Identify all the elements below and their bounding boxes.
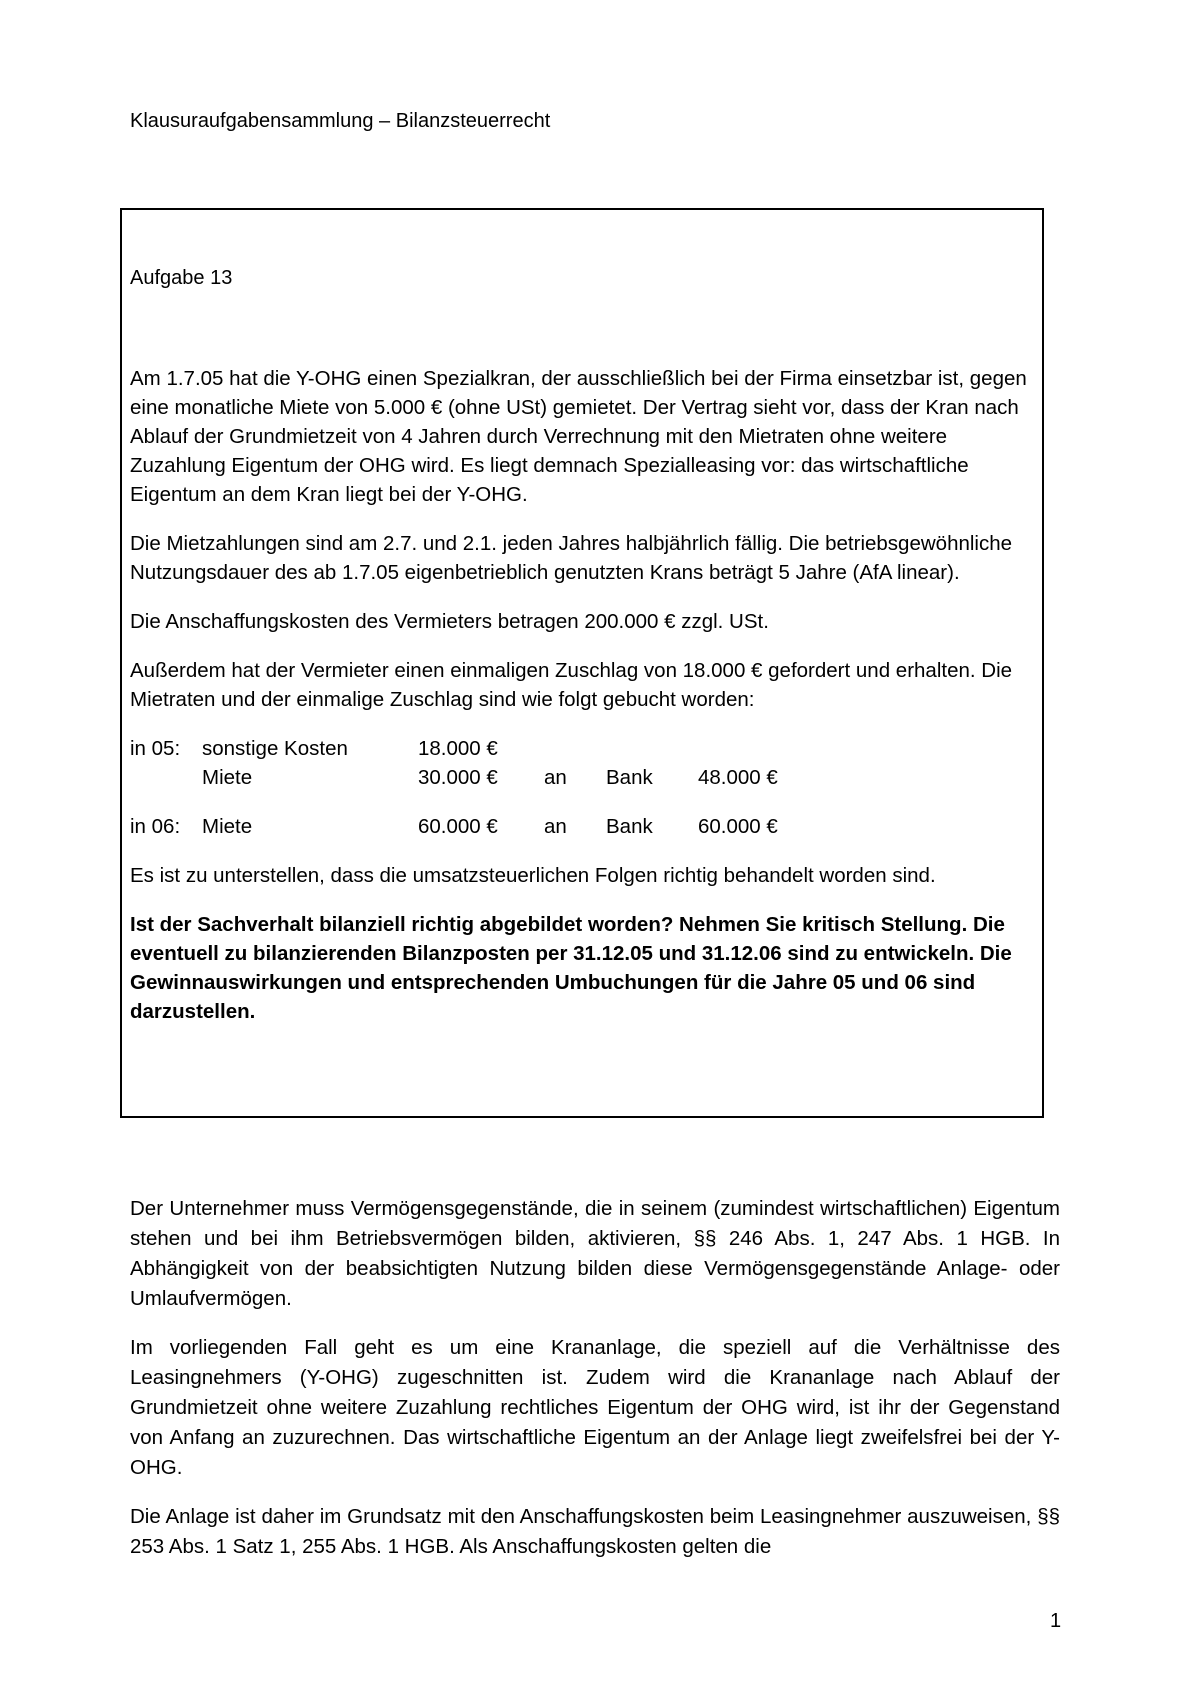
page-number: 1	[1050, 1610, 1062, 1632]
booking-credit	[606, 734, 698, 763]
task-paragraph: Außerdem hat der Vermieter einen einmaligen Zuschlag von 18.000 € gefordert und erhalten. Die Mietraten und der einmalige Zuschlag sind wie folgt gebucht worden:	[130, 659, 1013, 711]
booking-row	[130, 812, 1030, 841]
booking-account: Miete	[202, 815, 253, 838]
booking-block-06	[130, 812, 1030, 841]
booking-credit-amount: 60.000 €	[698, 815, 778, 838]
booking-an: an	[544, 815, 567, 838]
solution-text	[130, 1194, 1060, 1581]
booking-credit: Bank	[606, 815, 653, 838]
booking-account: sonstige Kosten	[202, 737, 348, 760]
booking-amount: 18.000 €	[418, 737, 498, 760]
booking-account: Miete	[202, 766, 253, 789]
solution-paragraph: Die Anlage ist daher im Grundsatz mit den Anschaffungskosten beim Leasingnehmer auszuweisen, §§ 253 Abs. 1 Satz 1, 255 Abs. 1 HGB. Als Anschaffungskosten gelten die	[130, 1505, 1060, 1558]
booking-year: in 06:	[130, 815, 181, 838]
booking-block-05	[130, 734, 1030, 792]
booking-credit-amount	[698, 734, 818, 763]
booking-row	[130, 763, 1030, 792]
task-body	[130, 364, 1030, 1046]
task-paragraph: Die Anschaffungskosten des Vermieters betragen 200.000 € zzgl. USt.	[130, 610, 769, 633]
solution-paragraph: Im vorliegenden Fall geht es um eine Krananlage, die speziell auf die Verhältnisse des Leasingnehmers (Y-OHG) zugeschnitten ist. Zudem wird die Krananlage nach Ablauf der Grundmietzeit ohne weitere Zuzahlung rechtliches Eigentum der OHG wird, ist ihr der Gegenstand von Anfang an zuzurechnen. Das wirtschaftliche Eigentum an der Anlage liegt zweifelsfrei bei der Y-OHG.	[130, 1336, 1060, 1479]
booking-year	[130, 763, 202, 792]
booking-credit: Bank	[606, 766, 653, 789]
task-paragraph: Am 1.7.05 hat die Y-OHG einen Spezialkran, der ausschließlich bei der Firma einsetzbar ist, gegen eine monatliche Miete von 5.000 € (ohne USt) gemietet. Der Vertrag sieht vor, dass der Kran nach Ablauf der Grundmietzeit von 4 Jahren durch Verrechnung mit den Mietraten ohne weitere Zuzahlung Eigentum der OHG wird. Es liegt demnach Spezialleasing vor: das wirtschaftliche Eigentum an dem Kran liegt bei der Y-OHG.	[130, 367, 1027, 506]
booking-amount: 60.000 €	[418, 815, 498, 838]
booking-year: in 05:	[130, 737, 181, 760]
page-header: Klausuraufgabensammlung – Bilanzsteuerrecht	[130, 110, 551, 132]
booking-an: an	[544, 766, 567, 789]
booking-amount: 30.000 €	[418, 766, 498, 789]
booking-credit-amount: 48.000 €	[698, 766, 778, 789]
booking-an	[544, 734, 606, 763]
task-note: Es ist zu unterstellen, dass die umsatzsteuerlichen Folgen richtig behandelt worden sind.	[130, 864, 936, 887]
task-title: Aufgabe 13	[130, 267, 233, 289]
task-box	[120, 208, 1044, 1118]
booking-row	[130, 734, 1030, 763]
solution-paragraph: Der Unternehmer muss Vermögensgegenstände, die in seinem (zumindest wirtschaftlichen) Eigentum stehen und bei ihm Betriebsvermögen bilden, aktivieren, §§ 246 Abs. 1, 247 Abs. 1 HGB. In Abhängigkeit von der beabsichtigten Nutzung bilden diese Vermögensgegenstände Anlage- oder Umlaufvermögen.	[130, 1197, 1060, 1310]
task-paragraph: Die Mietzahlungen sind am 2.7. und 2.1. jeden Jahres halbjährlich fällig. Die betriebsgewöhnliche Nutzungsdauer des ab 1.7.05 eigenbetrieblich genutzten Krans beträgt 5 Jahre (AfA linear).	[130, 532, 1013, 584]
task-question: Ist der Sachverhalt bilanziell richtig abgebildet worden? Nehmen Sie kritisch Stellung. Die eventuell zu bilanzierenden Bilanzposten per 31.12.05 und 31.12.06 sind zu entwickeln. Die Gewinnauswirkungen und entsprechenden Umbuchungen für die Jahre 05 und 06 sind darzustellen.	[130, 913, 1012, 1023]
